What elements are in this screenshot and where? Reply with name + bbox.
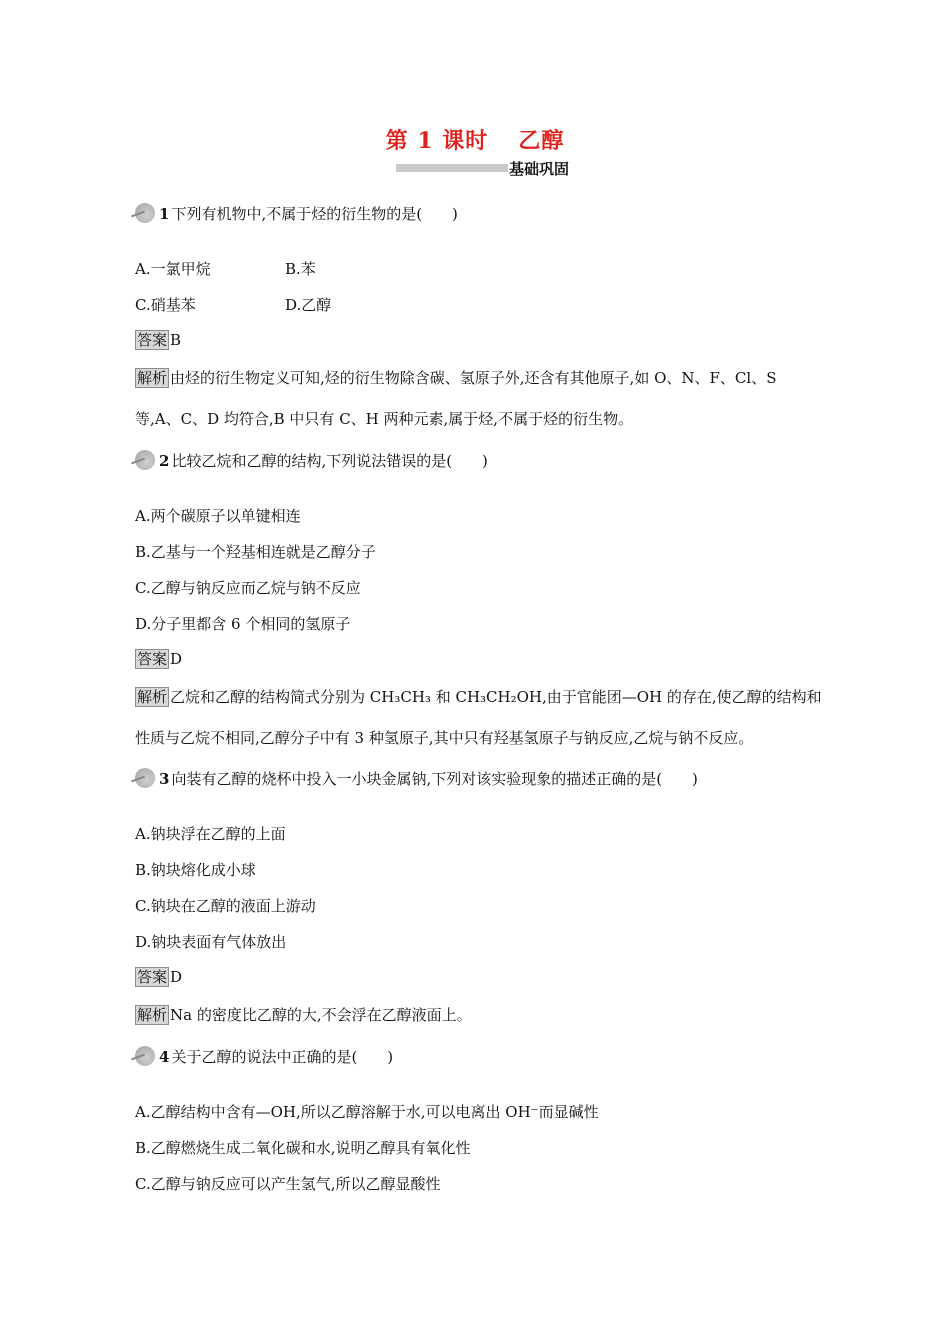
question-stem: 向装有乙醇的烧杯中投入一小块金属钠,下列对该实验现象的描述正确的是( ) <box>171 770 698 788</box>
lesson-topic: 乙醇 <box>518 128 565 154</box>
answer-tag: 答案 <box>137 331 168 349</box>
option-d: D.乙醇 <box>285 296 332 314</box>
question-stem: 关于乙醇的说法中正确的是( ) <box>171 1048 394 1066</box>
question-marker-icon <box>135 203 155 223</box>
analysis-text: 由烃的衍生物定义可知,烃的衍生物除含碳、氢原子外,还含有其他原子,如 O、N、F、Cl、S <box>170 369 777 387</box>
analysis-tag: 解析 <box>137 1006 168 1024</box>
analysis-tag: 解析 <box>137 369 168 387</box>
question-marker-icon <box>135 1046 155 1066</box>
option-d: D.分子里都含 6 个相同的氢原子 <box>135 615 351 633</box>
option-b: B.乙醇燃烧生成二氧化碳和水,说明乙醇具有氧化性 <box>135 1139 471 1157</box>
option-a: A.钠块浮在乙醇的上面 <box>135 825 286 843</box>
question-number: 4 <box>159 1048 170 1066</box>
question-2 <box>135 450 488 471</box>
analysis-row <box>135 1004 472 1025</box>
answer-tag: 答案 <box>137 650 168 668</box>
question-number: 2 <box>159 452 170 470</box>
analysis-tag: 解析 <box>137 688 168 706</box>
option-a: A.乙醇结构中含有—OH,所以乙醇溶解于水,可以电离出 OH⁻而显碱性 <box>135 1103 599 1121</box>
option-c: C.硝基苯 <box>135 296 196 314</box>
answer-row <box>135 649 182 669</box>
question-4 <box>135 1046 393 1067</box>
question-number: 1 <box>159 205 170 223</box>
analysis-text: 性质与乙烷不相同,乙醇分子中有 3 种氢原子,其中只有羟基氢原子与钠反应,乙烷与钠不反应。 <box>135 729 754 747</box>
option-b: B.钠块熔化成小球 <box>135 861 256 879</box>
option-b: B.乙基与一个羟基相连就是乙醇分子 <box>135 543 376 561</box>
answer-value: B <box>170 331 182 349</box>
page-title <box>0 124 950 155</box>
analysis-text: Na 的密度比乙醇的大,不会浮在乙醇液面上。 <box>170 1006 472 1024</box>
lesson-number: 第 1 课时 <box>385 128 489 154</box>
section-bar <box>396 164 508 172</box>
answer-tag: 答案 <box>137 968 168 986</box>
question-3 <box>135 768 698 789</box>
analysis-text: 等,A、C、D 均符合,B 中只有 C、H 两种元素,属于烃,不属于烃的衍生物。 <box>135 410 634 428</box>
answer-row <box>135 330 181 350</box>
question-stem: 比较乙烷和乙醇的结构,下列说法错误的是( ) <box>171 452 488 470</box>
option-d: D.钠块表面有气体放出 <box>135 933 287 951</box>
question-marker-icon <box>135 450 155 470</box>
option-a: A.一氯甲烷 <box>135 260 211 278</box>
answer-value: D <box>170 968 183 986</box>
analysis-row <box>135 367 776 388</box>
question-1 <box>135 203 458 224</box>
option-b: B.苯 <box>285 260 316 278</box>
option-a: A.两个碳原子以单键相连 <box>135 507 301 525</box>
option-c: C.钠块在乙醇的液面上游动 <box>135 897 316 915</box>
question-number: 3 <box>159 770 170 788</box>
section-label: 基础巩固 <box>509 160 570 178</box>
option-c: C.乙醇与钠反应可以产生氢气,所以乙醇显酸性 <box>135 1175 441 1193</box>
analysis-text: 乙烷和乙醇的结构简式分别为 CH₃CH₃ 和 CH₃CH₂OH,由于官能团—OH 的存在,使乙醇的结构和 <box>170 688 822 706</box>
answer-value: D <box>170 650 183 668</box>
analysis-row <box>135 686 822 707</box>
question-stem: 下列有机物中,不属于烃的衍生物的是( ) <box>171 205 458 223</box>
question-marker-icon <box>135 768 155 788</box>
answer-row <box>135 967 182 987</box>
option-c: C.乙醇与钠反应而乙烷与钠不反应 <box>135 579 361 597</box>
